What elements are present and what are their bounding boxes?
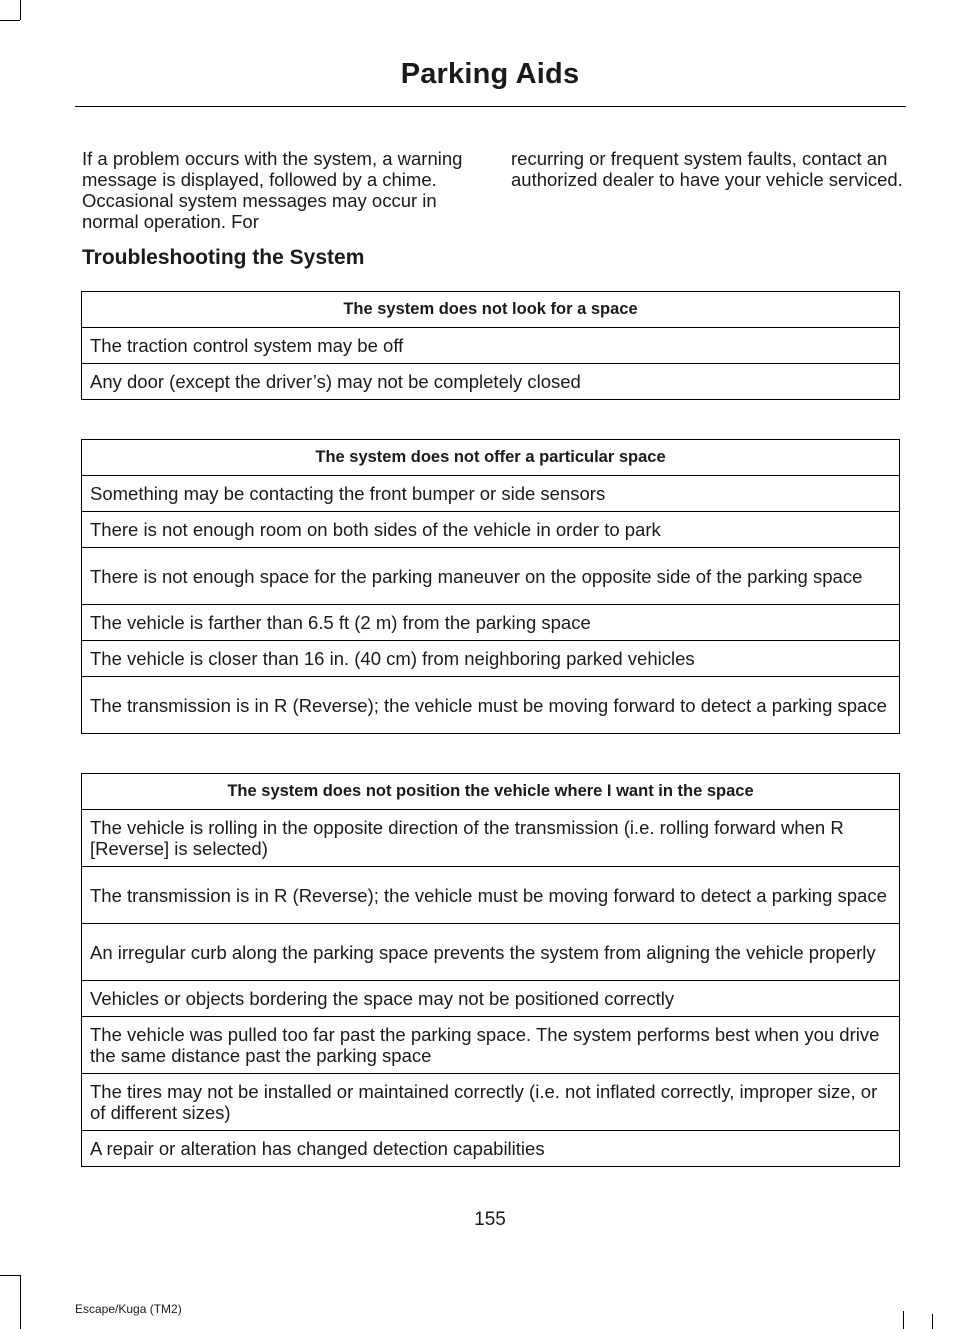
table-cell: The tires may not be installed or maintained correctly (i.e. not inflated correctly, improper size, or of different sizes) [82, 1074, 900, 1131]
intro-paragraph-left: If a problem occurs with the system, a warning message is displayed, followed by a chime. Occasional system messages may occur in normal operation. For [82, 148, 463, 232]
intro-paragraph-right: recurring or frequent system faults, contact an authorized dealer to have your vehicle serviced. [511, 148, 903, 190]
table-header: The system does not position the vehicle where I want in the space [82, 774, 900, 810]
table-header-row [82, 774, 900, 810]
table-cell: Any door (except the driver’s) may not be completely closed [82, 364, 900, 400]
table-cell: The vehicle was pulled too far past the parking space. The system performs best when you drive the same distance past the parking space [82, 1017, 900, 1074]
table-row [82, 1131, 900, 1167]
table-header-row [82, 440, 900, 476]
section-heading: Troubleshooting the System [82, 246, 365, 269]
page-number: 155 [474, 1209, 506, 1230]
table-cell: The transmission is in R (Reverse); the vehicle must be moving forward to detect a parking space [82, 677, 900, 734]
table-row [82, 810, 900, 867]
troubleshooting-table-no-offer [81, 439, 900, 734]
table-cell: The vehicle is farther than 6.5 ft (2 m) from the parking space [82, 605, 900, 641]
table-header: The system does not look for a space [82, 292, 900, 328]
table-row [82, 1017, 900, 1074]
table-cell: A repair or alteration has changed detection capabilities [82, 1131, 900, 1167]
page-title: Parking Aids [400, 58, 580, 90]
table-row [82, 548, 900, 605]
table-row [82, 364, 900, 400]
table-row [82, 1074, 900, 1131]
table-row [82, 981, 900, 1017]
table-cell: There is not enough space for the parking maneuver on the opposite side of the parking space [82, 548, 900, 605]
crop-mark [903, 1311, 904, 1329]
crop-mark [0, 1275, 20, 1276]
table-row [82, 867, 900, 924]
table-row [82, 641, 900, 677]
crop-mark [20, 1275, 21, 1329]
table-cell: The transmission is in R (Reverse); the vehicle must be moving forward to detect a parking space [82, 867, 900, 924]
table-cell: An irregular curb along the parking space prevents the system from aligning the vehicle properly [82, 924, 900, 981]
table-header-row [82, 292, 900, 328]
table-cell: Something may be contacting the front bumper or side sensors [82, 476, 900, 512]
table-row [82, 512, 900, 548]
table-header: The system does not offer a particular space [82, 440, 900, 476]
crop-mark [0, 20, 20, 21]
table-row [82, 605, 900, 641]
table-cell: The vehicle is closer than 16 in. (40 cm) from neighboring parked vehicles [82, 641, 900, 677]
table-cell: The traction control system may be off [82, 328, 900, 364]
table-cell: There is not enough room on both sides of the vehicle in order to park [82, 512, 900, 548]
table-row [82, 677, 900, 734]
crop-mark [932, 1314, 933, 1329]
troubleshooting-table-no-search [81, 291, 900, 400]
crop-mark [20, 0, 21, 20]
table-row [82, 476, 900, 512]
troubleshooting-table-no-position [81, 773, 900, 1167]
table-row [82, 328, 900, 364]
table-cell: Vehicles or objects bordering the space may not be positioned correctly [82, 981, 900, 1017]
footer-model: Escape/Kuga (TM2) [75, 1302, 182, 1316]
table-cell: The vehicle is rolling in the opposite direction of the transmission (i.e. rolling forward when R [Reverse] is selected) [82, 810, 900, 867]
title-rule [75, 106, 906, 107]
table-row [82, 924, 900, 981]
